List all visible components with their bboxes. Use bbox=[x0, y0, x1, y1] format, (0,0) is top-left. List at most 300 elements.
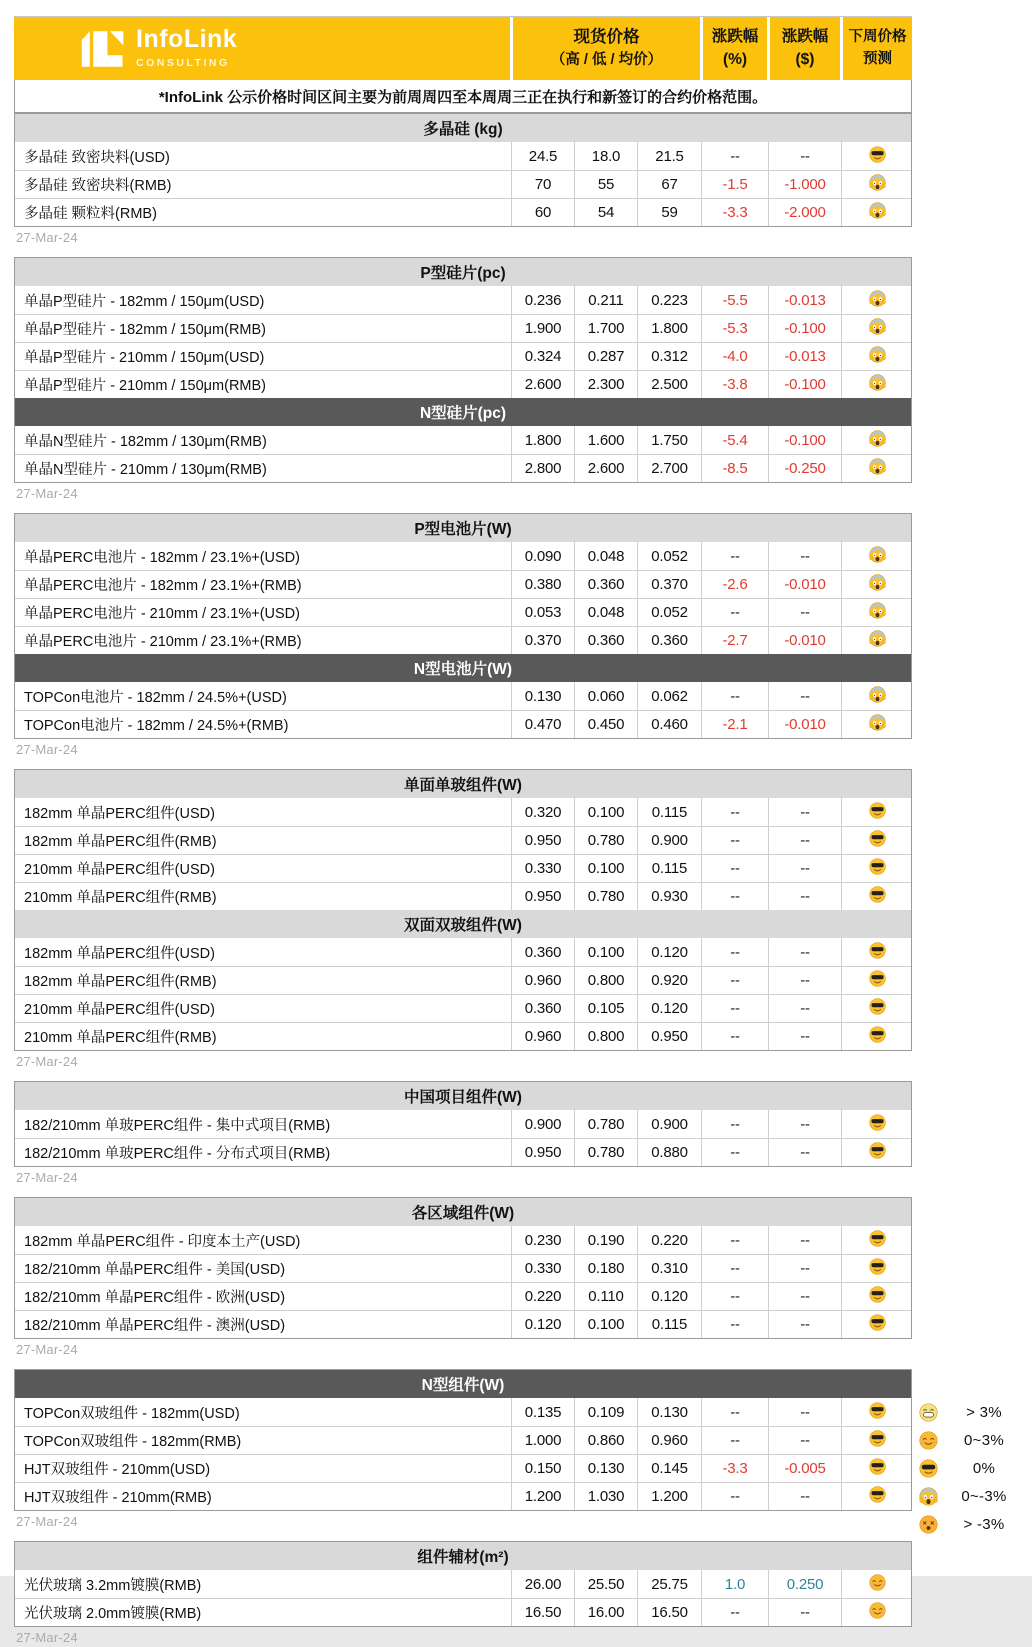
price-avg-cell: 0.370 bbox=[637, 571, 701, 598]
change-usd-cell: -- bbox=[768, 1398, 841, 1426]
table-row bbox=[15, 854, 911, 882]
product-name-cell: 210mm 单晶PERC组件(USD) bbox=[24, 862, 215, 878]
change-usd-cell: -0.010 bbox=[768, 711, 841, 738]
change-pct-cell: -5.4 bbox=[701, 426, 768, 454]
forecast-sunglasses-icon bbox=[869, 1142, 886, 1163]
change-usd-cell: -- bbox=[768, 798, 841, 826]
change-pct-cell: -- bbox=[701, 542, 768, 570]
legend-sunglasses-icon bbox=[916, 1459, 940, 1478]
section-band: P型电池片(W) bbox=[15, 514, 911, 542]
forecast-sunglasses-icon bbox=[869, 1486, 886, 1507]
change-usd-cell: -2.000 bbox=[768, 199, 841, 226]
price-low-cell: 16.00 bbox=[574, 1599, 637, 1626]
change-pct-cell: -- bbox=[701, 1283, 768, 1310]
price-low-cell: 0.130 bbox=[574, 1455, 637, 1482]
product-name-cell: 182mm 单晶PERC组件 - 印度本土产(USD) bbox=[24, 1233, 301, 1250]
section-band: 组件辅材(m²) bbox=[15, 1542, 911, 1570]
price-high-cell: 16.50 bbox=[511, 1599, 574, 1626]
change-usd-cell: -0.250 bbox=[768, 455, 841, 482]
price-avg-cell: 0.120 bbox=[637, 1283, 701, 1310]
table-row bbox=[15, 710, 911, 738]
table-row bbox=[15, 1398, 911, 1426]
price-avg-cell: 2.700 bbox=[637, 455, 701, 482]
legend-label: 0~3% bbox=[964, 1431, 1004, 1449]
change-pct-cell: -3.3 bbox=[701, 1455, 768, 1482]
col-header-spot-price bbox=[510, 17, 700, 80]
forecast-cell bbox=[841, 1226, 913, 1254]
change-usd-cell: -- bbox=[768, 883, 841, 910]
price-high-cell: 24.5 bbox=[511, 142, 574, 170]
change-usd-cell: -- bbox=[768, 542, 841, 570]
forecast-sunglasses-icon bbox=[869, 830, 886, 851]
product-name-cell: 210mm 单晶PERC组件(RMB) bbox=[24, 890, 217, 906]
price-avg-cell: 1.750 bbox=[637, 426, 701, 454]
price-avg-cell: 21.5 bbox=[637, 142, 701, 170]
legend-scream-icon bbox=[916, 1487, 940, 1506]
price-high-cell: 0.900 bbox=[511, 1110, 574, 1138]
price-low-cell: 0.450 bbox=[574, 711, 637, 738]
table-row bbox=[15, 1426, 911, 1454]
forecast-scream-icon bbox=[869, 174, 886, 195]
table-header-row bbox=[14, 16, 912, 80]
price-avg-cell: 1.800 bbox=[637, 315, 701, 342]
forecast-cell bbox=[841, 599, 913, 626]
price-low-cell: 0.211 bbox=[574, 286, 637, 314]
product-name-cell: 182/210mm 单晶PERC组件 - 澳洲(USD) bbox=[24, 1318, 286, 1334]
product-name-cell: 光伏玻璃 3.2mm镀膜(RMB) bbox=[24, 1577, 202, 1594]
legend-item bbox=[916, 1482, 1028, 1510]
forecast-sunglasses-icon bbox=[869, 1230, 886, 1251]
price-low-cell: 1.030 bbox=[574, 1483, 637, 1510]
price-avg-cell: 0.930 bbox=[637, 883, 701, 910]
price-avg-cell: 0.115 bbox=[637, 1311, 701, 1338]
price-low-cell: 0.780 bbox=[574, 1110, 637, 1138]
table-row bbox=[15, 682, 911, 710]
price-low-cell: 54 bbox=[574, 199, 637, 226]
table-row bbox=[15, 286, 911, 314]
forecast-scream-icon bbox=[869, 430, 886, 451]
change-pct-cell: -- bbox=[701, 1226, 768, 1254]
forecast-sunglasses-icon bbox=[869, 1430, 886, 1451]
price-high-cell: 1.200 bbox=[511, 1483, 574, 1510]
forecast-scream-icon bbox=[869, 290, 886, 311]
change-pct-cell: -- bbox=[701, 1483, 768, 1510]
forecast-sunglasses-icon bbox=[869, 1314, 886, 1335]
change-pct-cell: -5.5 bbox=[701, 286, 768, 314]
forecast-scream-icon bbox=[869, 318, 886, 339]
forecast-sunglasses-icon bbox=[869, 1286, 886, 1307]
table-row bbox=[15, 1138, 911, 1166]
price-high-cell: 2.600 bbox=[511, 371, 574, 398]
table-row bbox=[15, 1454, 911, 1482]
forecast-smile-icon bbox=[869, 1602, 886, 1623]
change-usd-cell: -- bbox=[768, 682, 841, 710]
spot-price-title: 现货价格 bbox=[573, 28, 640, 47]
price-low-cell: 0.100 bbox=[574, 1311, 637, 1338]
date-label: 27-Mar-24 bbox=[16, 1514, 78, 1529]
forecast-sunglasses-icon bbox=[869, 802, 886, 823]
price-low-cell: 2.300 bbox=[574, 371, 637, 398]
price-avg-cell: 0.120 bbox=[637, 995, 701, 1022]
product-name-cell: 单晶P型硅片 - 182mm / 150μm(USD) bbox=[24, 293, 265, 310]
price-avg-cell: 0.145 bbox=[637, 1455, 701, 1482]
price-high-cell: 0.370 bbox=[511, 627, 574, 654]
change-usd-cell: -- bbox=[768, 995, 841, 1022]
forecast-cell bbox=[841, 1311, 913, 1338]
price-high-cell: 1.000 bbox=[511, 1427, 574, 1454]
forecast-cell bbox=[841, 426, 913, 454]
table-row bbox=[15, 370, 911, 398]
forecast-cell bbox=[841, 938, 913, 966]
price-high-cell: 0.090 bbox=[511, 542, 574, 570]
price-low-cell: 0.110 bbox=[574, 1283, 637, 1310]
price-low-cell: 0.060 bbox=[574, 682, 637, 710]
change-pct-cell: -- bbox=[701, 798, 768, 826]
price-high-cell: 0.960 bbox=[511, 1023, 574, 1050]
price-avg-cell: 0.130 bbox=[637, 1398, 701, 1426]
forecast-cell bbox=[841, 1455, 913, 1482]
price-sheet-table bbox=[14, 16, 912, 1647]
change-pct-cell: 1.0 bbox=[701, 1570, 768, 1598]
price-avg-cell: 1.200 bbox=[637, 1483, 701, 1510]
table-row bbox=[15, 170, 911, 198]
forecast-cell bbox=[841, 315, 913, 342]
change-usd-cell: -0.100 bbox=[768, 315, 841, 342]
price-avg-cell: 2.500 bbox=[637, 371, 701, 398]
forecast-sunglasses-icon bbox=[869, 1258, 886, 1279]
price-low-cell: 0.100 bbox=[574, 855, 637, 882]
price-low-cell: 0.180 bbox=[574, 1255, 637, 1282]
price-low-cell: 0.780 bbox=[574, 827, 637, 854]
price-high-cell: 0.320 bbox=[511, 798, 574, 826]
price-low-cell: 0.360 bbox=[574, 627, 637, 654]
product-name-cell: 182mm 单晶PERC组件(RMB) bbox=[24, 974, 217, 990]
forecast-cell bbox=[841, 1139, 913, 1166]
forecast-cell bbox=[841, 1023, 913, 1050]
price-avg-cell: 67 bbox=[637, 171, 701, 198]
forecast-sunglasses-icon bbox=[869, 886, 886, 907]
change-usd-cell: -0.010 bbox=[768, 571, 841, 598]
price-avg-cell: 59 bbox=[637, 199, 701, 226]
product-name-cell: TOPCon电池片 - 182mm / 24.5%+(USD) bbox=[24, 689, 287, 706]
forecast-cell bbox=[841, 1283, 913, 1310]
forecast-sunglasses-icon bbox=[869, 858, 886, 879]
forecast-cell bbox=[841, 1570, 913, 1598]
change-pct-cell: -- bbox=[701, 1427, 768, 1454]
legend-item bbox=[916, 1426, 1028, 1454]
forecast-scream-icon bbox=[869, 574, 886, 595]
table-row bbox=[15, 542, 911, 570]
change-pct-cell: -- bbox=[701, 855, 768, 882]
change-pct-cell: -3.8 bbox=[701, 371, 768, 398]
change-usd-cell: -- bbox=[768, 1110, 841, 1138]
change-pct-cell: -- bbox=[701, 599, 768, 626]
section-band: 多晶硅 (kg) bbox=[15, 114, 911, 142]
table-row bbox=[15, 966, 911, 994]
date-label: 27-Mar-24 bbox=[16, 1342, 78, 1357]
price-high-cell: 0.950 bbox=[511, 827, 574, 854]
price-high-cell: 0.053 bbox=[511, 599, 574, 626]
forecast-smile-icon bbox=[869, 1574, 886, 1595]
table-row bbox=[15, 142, 911, 170]
date-label: 27-Mar-24 bbox=[16, 1054, 78, 1069]
forecast-sub: 预测 bbox=[863, 50, 892, 67]
forecast-sunglasses-icon bbox=[869, 1402, 886, 1423]
price-low-cell: 18.0 bbox=[574, 142, 637, 170]
forecast-cell bbox=[841, 142, 913, 170]
price-avg-cell: 0.062 bbox=[637, 682, 701, 710]
change-usd-cell: -- bbox=[768, 1226, 841, 1254]
change-usd-sub: ($) bbox=[795, 50, 815, 68]
forecast-cell bbox=[841, 1483, 913, 1510]
forecast-cell bbox=[841, 995, 913, 1022]
legend-shock-icon bbox=[916, 1515, 940, 1534]
legend-label: 0% bbox=[972, 1459, 996, 1477]
change-pct-cell: -- bbox=[701, 142, 768, 170]
forecast-scream-icon bbox=[869, 458, 886, 479]
table-row bbox=[15, 1110, 911, 1138]
forecast-cell bbox=[841, 199, 913, 226]
product-name-cell: 单晶P型硅片 - 210mm / 150μm(RMB) bbox=[24, 378, 266, 394]
forecast-sunglasses-icon bbox=[869, 942, 886, 963]
change-pct-cell: -- bbox=[701, 1110, 768, 1138]
price-low-cell: 1.600 bbox=[574, 426, 637, 454]
change-pct-cell: -- bbox=[701, 1023, 768, 1050]
price-high-cell: 0.950 bbox=[511, 1139, 574, 1166]
price-high-cell: 0.236 bbox=[511, 286, 574, 314]
price-table-block bbox=[14, 1369, 912, 1511]
legend-label: 0~-3% bbox=[961, 1487, 1007, 1505]
change-pct-cell: -- bbox=[701, 1255, 768, 1282]
product-name-cell: 210mm 单晶PERC组件(USD) bbox=[24, 1002, 215, 1018]
price-avg-cell: 25.75 bbox=[637, 1570, 701, 1598]
change-usd-cell: -0.013 bbox=[768, 286, 841, 314]
price-high-cell: 70 bbox=[511, 171, 574, 198]
product-name-cell: 182/210mm 单玻PERC组件 - 集中式项目(RMB) bbox=[24, 1117, 331, 1134]
price-avg-cell: 0.223 bbox=[637, 286, 701, 314]
price-low-cell: 0.048 bbox=[574, 542, 637, 570]
price-avg-cell: 0.310 bbox=[637, 1255, 701, 1282]
table-row bbox=[15, 882, 911, 910]
change-usd-cell: -1.000 bbox=[768, 171, 841, 198]
price-high-cell: 0.220 bbox=[511, 1283, 574, 1310]
product-name-cell: 182/210mm 单晶PERC组件 - 欧洲(USD) bbox=[24, 1290, 286, 1306]
price-low-cell: 0.780 bbox=[574, 1139, 637, 1166]
legend-item bbox=[916, 1510, 1028, 1538]
change-usd-cell: -- bbox=[768, 1427, 841, 1454]
forecast-cell bbox=[841, 827, 913, 854]
forecast-sunglasses-icon bbox=[869, 1114, 886, 1135]
legend-label: > -3% bbox=[963, 1515, 1005, 1533]
date-label: 27-Mar-24 bbox=[16, 1630, 78, 1645]
forecast-cell bbox=[841, 343, 913, 370]
change-usd-cell: -0.100 bbox=[768, 371, 841, 398]
change-usd-cell: -- bbox=[768, 1599, 841, 1626]
price-high-cell: 0.960 bbox=[511, 967, 574, 994]
date-label: 27-Mar-24 bbox=[16, 486, 78, 501]
spot-price-sub: （高 / 低 / 均价） bbox=[550, 51, 663, 68]
forecast-cell bbox=[841, 855, 913, 882]
change-usd-cell: -- bbox=[768, 142, 841, 170]
product-name-cell: 182mm 单晶PERC组件(USD) bbox=[24, 805, 215, 822]
forecast-cell bbox=[841, 798, 913, 826]
change-pct-cell: -- bbox=[701, 883, 768, 910]
price-high-cell: 0.360 bbox=[511, 938, 574, 966]
price-note: *InfoLink 公示价格时间区间主要为前周周四至本周周三正在执行和新签订的合约价格范围。 bbox=[14, 80, 912, 113]
forecast-sunglasses-icon bbox=[869, 1026, 886, 1047]
change-pct-cell: -1.5 bbox=[701, 171, 768, 198]
change-pct-cell: -2.6 bbox=[701, 571, 768, 598]
forecast-cell bbox=[841, 371, 913, 398]
product-name-cell: 182/210mm 单晶PERC组件 - 美国(USD) bbox=[24, 1262, 286, 1278]
product-name-cell: HJT双玻组件 - 210mm(USD) bbox=[24, 1462, 211, 1478]
price-avg-cell: 0.312 bbox=[637, 343, 701, 370]
price-avg-cell: 0.360 bbox=[637, 627, 701, 654]
col-header-forecast bbox=[840, 17, 912, 80]
forecast-cell bbox=[841, 682, 913, 710]
forecast-cell bbox=[841, 455, 913, 482]
change-usd-cell: -- bbox=[768, 599, 841, 626]
table-row bbox=[15, 1598, 911, 1626]
forecast-sunglasses-icon bbox=[869, 970, 886, 991]
legend-grin-icon bbox=[916, 1403, 940, 1422]
change-usd-title: 涨跌幅 bbox=[781, 28, 829, 46]
price-high-cell: 0.330 bbox=[511, 1255, 574, 1282]
change-pct-cell: -- bbox=[701, 1311, 768, 1338]
change-pct-cell: -- bbox=[701, 995, 768, 1022]
product-name-cell: 单晶PERC电池片 - 210mm / 23.1%+(RMB) bbox=[24, 634, 302, 650]
price-avg-cell: 0.920 bbox=[637, 967, 701, 994]
forecast-legend bbox=[916, 1398, 1028, 1538]
table-row bbox=[15, 626, 911, 654]
forecast-cell bbox=[841, 171, 913, 198]
price-table-block bbox=[14, 1541, 912, 1627]
price-avg-cell: 16.50 bbox=[637, 1599, 701, 1626]
price-avg-cell: 0.052 bbox=[637, 542, 701, 570]
col-header-change-usd bbox=[767, 17, 840, 80]
price-high-cell: 0.120 bbox=[511, 1311, 574, 1338]
legend-smile-icon bbox=[916, 1431, 940, 1450]
price-low-cell: 0.780 bbox=[574, 883, 637, 910]
price-low-cell: 0.860 bbox=[574, 1427, 637, 1454]
change-usd-cell: -- bbox=[768, 1311, 841, 1338]
change-pct-cell: -3.3 bbox=[701, 199, 768, 226]
section-band: 各区域组件(W) bbox=[15, 1198, 911, 1226]
forecast-cell bbox=[841, 542, 913, 570]
price-avg-cell: 0.880 bbox=[637, 1139, 701, 1166]
product-name-cell: 光伏玻璃 2.0mm镀膜(RMB) bbox=[24, 1606, 202, 1622]
change-pct-cell: -8.5 bbox=[701, 455, 768, 482]
forecast-cell bbox=[841, 1427, 913, 1454]
product-name-cell: HJT双玻组件 - 210mm(RMB) bbox=[24, 1490, 212, 1506]
change-usd-cell: 0.250 bbox=[768, 1570, 841, 1598]
price-low-cell: 0.048 bbox=[574, 599, 637, 626]
price-low-cell: 55 bbox=[574, 171, 637, 198]
change-pct-cell: -- bbox=[701, 682, 768, 710]
price-low-cell: 0.109 bbox=[574, 1398, 637, 1426]
brand-name: InfoLink bbox=[136, 25, 238, 54]
change-pct-cell: -- bbox=[701, 967, 768, 994]
price-avg-cell: 0.950 bbox=[637, 1023, 701, 1050]
product-name-cell: 多晶硅 颗粒料(RMB) bbox=[24, 206, 157, 222]
table-row bbox=[15, 198, 911, 226]
price-table-block bbox=[14, 1197, 912, 1339]
change-usd-cell: -- bbox=[768, 938, 841, 966]
price-low-cell: 0.800 bbox=[574, 1023, 637, 1050]
price-table-block bbox=[14, 769, 912, 1051]
section-band: 中国项目组件(W) bbox=[15, 1082, 911, 1110]
forecast-cell bbox=[841, 571, 913, 598]
price-high-cell: 0.324 bbox=[511, 343, 574, 370]
change-pct-cell: -- bbox=[701, 938, 768, 966]
change-pct-cell: -- bbox=[701, 1139, 768, 1166]
product-name-cell: 单晶P型硅片 - 210mm / 150μm(USD) bbox=[24, 350, 265, 366]
price-low-cell: 0.800 bbox=[574, 967, 637, 994]
price-avg-cell: 0.115 bbox=[637, 855, 701, 882]
forecast-cell bbox=[841, 627, 913, 654]
forecast-scream-icon bbox=[869, 630, 886, 651]
forecast-scream-icon bbox=[869, 602, 886, 623]
infolink-logo-icon bbox=[80, 28, 126, 70]
price-low-cell: 0.105 bbox=[574, 995, 637, 1022]
table-row bbox=[15, 1310, 911, 1338]
section-band: N型硅片(pc) bbox=[15, 398, 911, 426]
table-row bbox=[15, 1254, 911, 1282]
section-band: N型电池片(W) bbox=[15, 654, 911, 682]
product-name-cell: TOPCon电池片 - 182mm / 24.5%+(RMB) bbox=[24, 718, 289, 734]
table-row bbox=[15, 1226, 911, 1254]
table-row bbox=[15, 938, 911, 966]
price-high-cell: 1.900 bbox=[511, 315, 574, 342]
forecast-scream-icon bbox=[869, 546, 886, 567]
product-name-cell: 单晶P型硅片 - 182mm / 150μm(RMB) bbox=[24, 322, 266, 338]
change-usd-cell: -- bbox=[768, 1483, 841, 1510]
price-low-cell: 0.287 bbox=[574, 343, 637, 370]
legend-item bbox=[916, 1398, 1028, 1426]
price-avg-cell: 0.220 bbox=[637, 1226, 701, 1254]
change-pct-cell: -- bbox=[701, 1599, 768, 1626]
price-low-cell: 0.190 bbox=[574, 1226, 637, 1254]
price-low-cell: 0.360 bbox=[574, 571, 637, 598]
price-table-block bbox=[14, 257, 912, 483]
product-name-cell: 单晶N型硅片 - 182mm / 130μm(RMB) bbox=[24, 433, 267, 450]
change-usd-cell: -- bbox=[768, 1283, 841, 1310]
price-high-cell: 0.380 bbox=[511, 571, 574, 598]
section-band: P型硅片(pc) bbox=[15, 258, 911, 286]
forecast-cell bbox=[841, 883, 913, 910]
table-row bbox=[15, 598, 911, 626]
price-high-cell: 2.800 bbox=[511, 455, 574, 482]
date-label: 27-Mar-24 bbox=[16, 742, 78, 757]
change-usd-cell: -0.013 bbox=[768, 343, 841, 370]
change-pct-cell: -4.0 bbox=[701, 343, 768, 370]
product-name-cell: 多晶硅 致密块料(RMB) bbox=[24, 178, 172, 194]
price-table-block bbox=[14, 1081, 912, 1167]
product-name-cell: 182mm 单晶PERC组件(RMB) bbox=[24, 834, 217, 850]
change-pct-cell: -2.1 bbox=[701, 711, 768, 738]
change-pct-title: 涨跌幅 bbox=[711, 28, 759, 46]
brand-tagline: CONSULTING bbox=[136, 56, 230, 69]
price-high-cell: 0.470 bbox=[511, 711, 574, 738]
forecast-cell bbox=[841, 1255, 913, 1282]
table-row bbox=[15, 1022, 911, 1050]
price-avg-cell: 0.900 bbox=[637, 1110, 701, 1138]
legend-item bbox=[916, 1454, 1028, 1482]
table-row bbox=[15, 1570, 911, 1598]
price-table-block bbox=[14, 113, 912, 227]
price-high-cell: 26.00 bbox=[511, 1570, 574, 1598]
table-row bbox=[15, 342, 911, 370]
